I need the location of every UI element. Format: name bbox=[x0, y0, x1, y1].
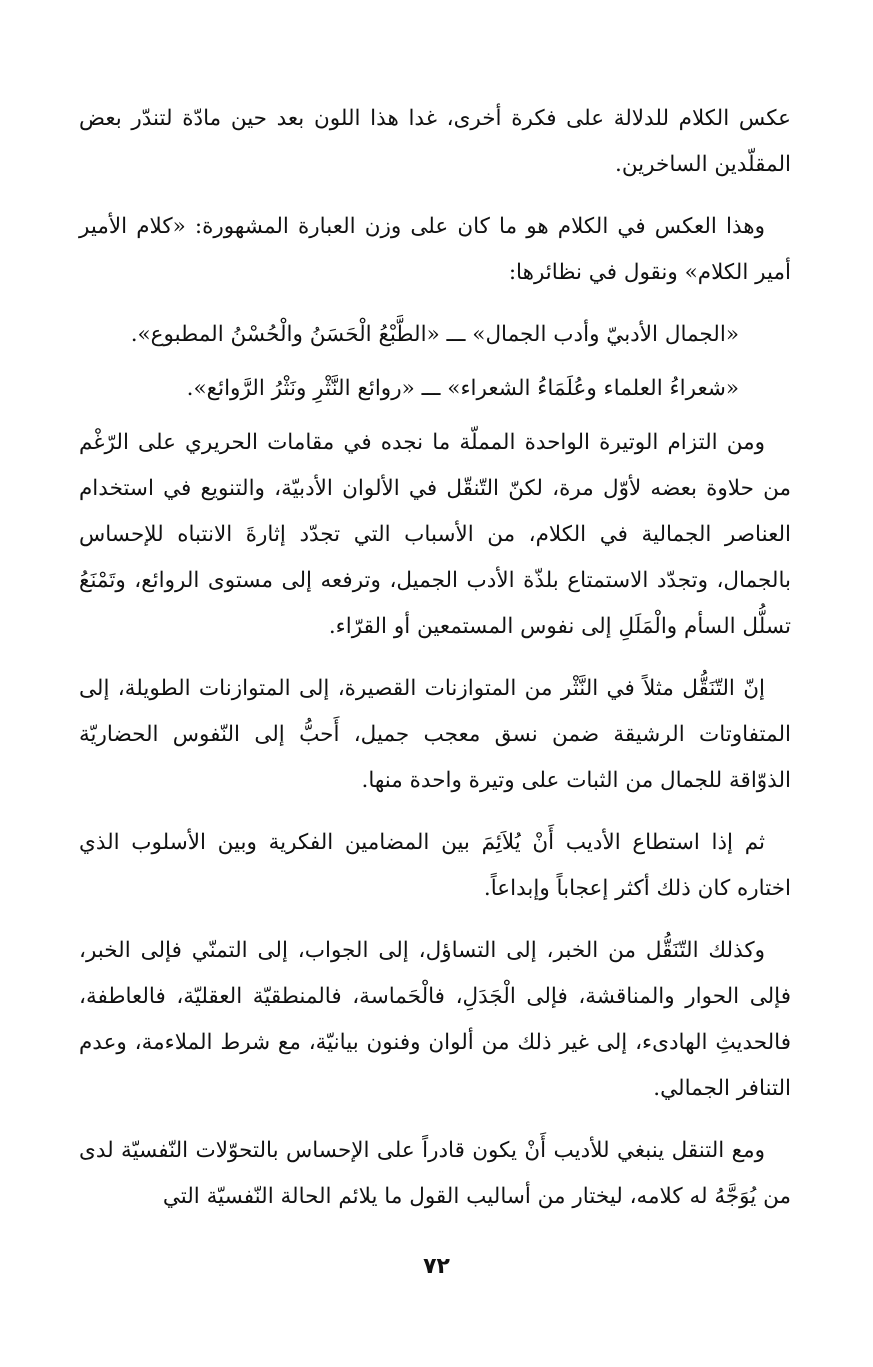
quoted-phrase: «الجمال الأدبيّ وأدب الجمال» ـــ «الطَّبْعُ الْحَسَنُ والْحُسْنُ المطبوع». bbox=[130, 322, 739, 347]
paragraph: ومع التنقل ينبغي للأديب أَنْ يكون قادراً على الإحساس بالتحوّلات النّفسيّة لدى من يُوَجَّهُ له كلامه، ليختار من أساليب القول ما يلائم الحالة النّفسيّة التي bbox=[79, 1138, 791, 1209]
page-body bbox=[79, 96, 791, 1236]
paragraph: عكس الكلام للدلالة على فكرة أخرى، غدا هذا اللون بعد حين مادّة لتندّر بعض المقلّدين الساخرين. bbox=[79, 106, 791, 177]
paragraph: ومن التزام الوتيرة الواحدة المملّة ما نجده في مقامات الحريري على الرّغْم من حلاوة بعضه لأوّل مرة، لكنّ التّنقّل في الألوان الأدبيّة، والتنويع في استخدام العناصر الجمالية في الكلام، من الأسباب التي تجدّد إثارةَ الانتباه للإحساس بالجمال، وتجدّد الاستمتاع بلذّة الأدب الجميل، وترفعه إلى مستوى الروائع، وتَمْنَعُ تسلُّل السأم والْمَلَلِ إلى نفوس المستمعين أو القرّاء. bbox=[79, 430, 791, 639]
page-number: ٧٢ bbox=[423, 1254, 450, 1279]
quoted-phrase: «شعراءُ العلماء وعُلَمَاءُ الشعراء» ـــ «روائع النَّثْرِ ونَثْرُ الرَّوائع». bbox=[186, 376, 739, 401]
paragraph: ثم إذا استطاع الأديب أَنْ يُلاَئِمَ بين المضامين الفكرية وبين الأسلوب الذي اختاره كان ذلك أكثر إعجاباً وإبداعاً. bbox=[79, 830, 791, 901]
paragraph: إنّ التّنَقُّل مثلاً في النَّثْر من المتوازنات القصيرة، إلى المتوازنات الطويلة، إلى المتفاوتات الرشيقة ضمن نسق معجب جميل، أَحبُّ إلى النّفوس الحضاريّة الذوّاقة للجمال من الثبات على وتيرة واحدة منها. bbox=[79, 676, 791, 793]
paragraph: وكذلك التّنَقُّل من الخبر، إلى التساؤل، إلى الجواب، إلى التمنّي فإلى الخبر، فإلى الحوار والمناقشة، فإلى الْجَدَلِ، فالْحَماسة، فالمنطقيّة العقليّة، فالعاطفة، فالحديثِ الهادىء، إلى غير ذلك من ألوان وفنون بيانيّة، مع شرط الملاءمة، وعدم التنافر الجمالي. bbox=[79, 938, 791, 1101]
paragraph: وهذا العكس في الكلام هو ما كان على وزن العبارة المشهورة: «كلام الأمير أمير الكلام» ونقول في نظائرها: bbox=[79, 214, 791, 285]
